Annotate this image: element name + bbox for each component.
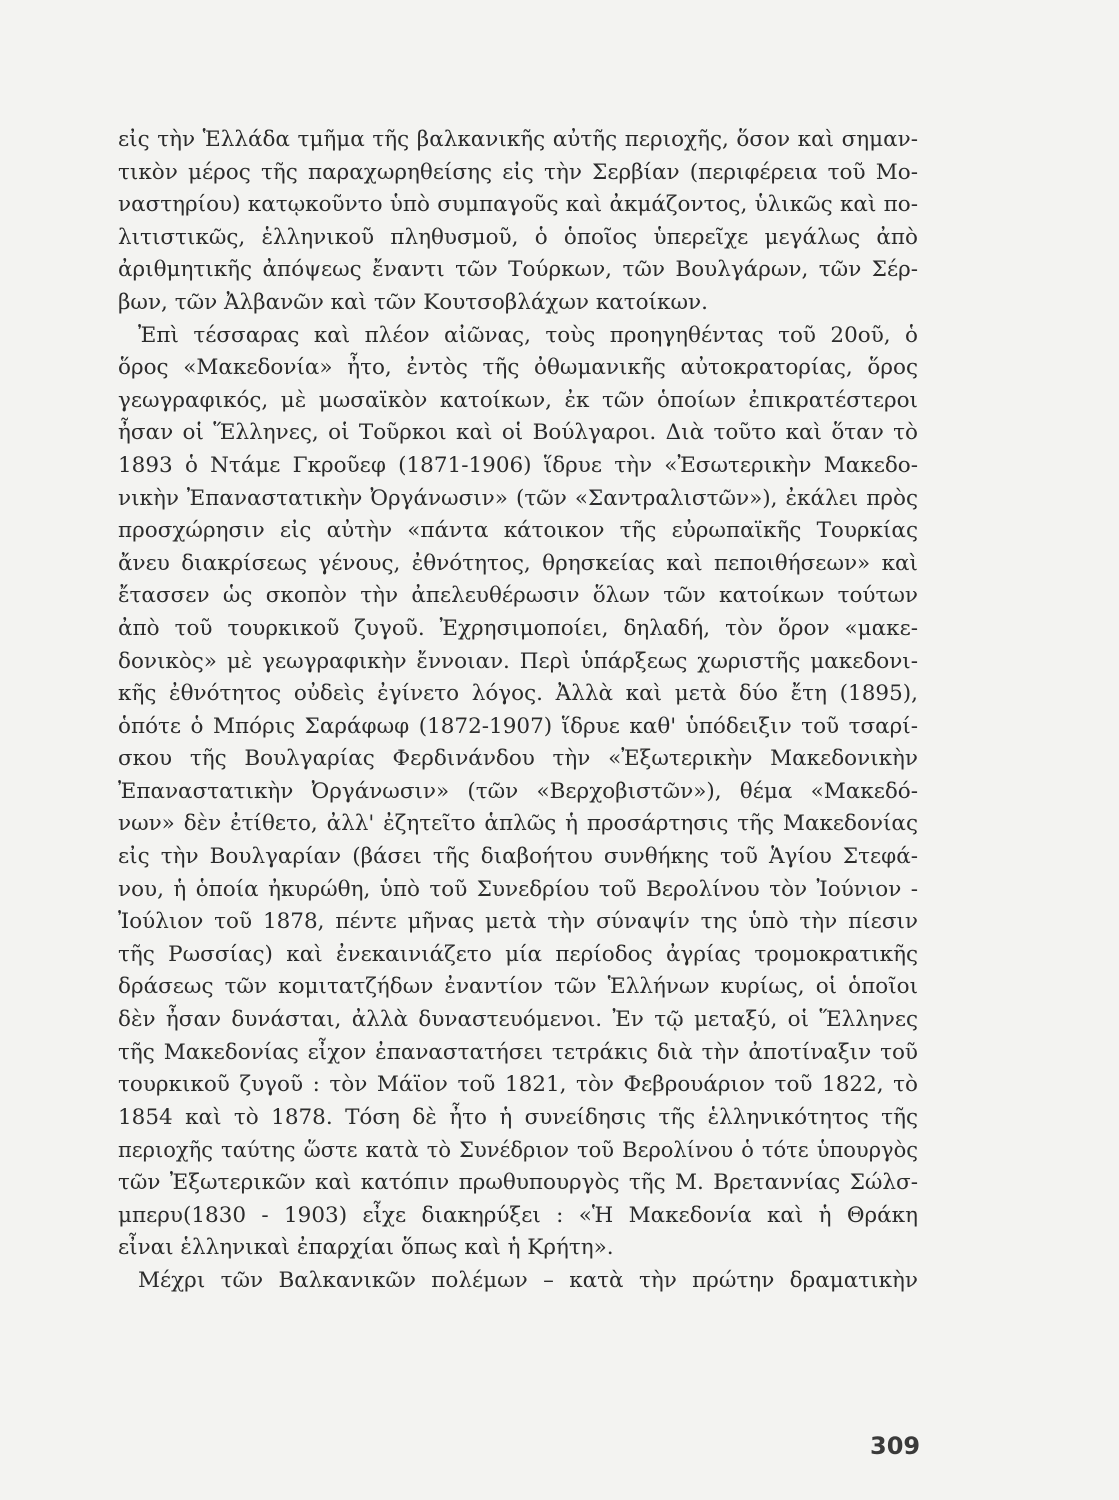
text-line: Ἰούλιον τοῦ 1878, πέντε μῆνας μετὰ τὴν σύναψίν της ὑπὸ τὴν πίεσιν [118, 909, 918, 935]
text-line: σκου τῆς Βουλγαρίας Φερδινάνδου τὴν «Ἐξωτερικὴν Μακεδονικὴν [118, 746, 918, 772]
text-line: ἔτασσεν ὡς σκοπὸν τὴν ἀπελευθέρωσιν ὅλων τῶν κατοίκων τούτων [118, 583, 918, 609]
text-line: εἰς τὴν Βουλγαρίαν (βάσει τῆς διαβοήτου συνθήκης τοῦ Ἁγίου Στεφά- [118, 844, 918, 870]
text-line: εἶναι ἑλληνικαὶ ἐπαρχίαι ὅπως καὶ ἡ Κρήτη». [118, 1235, 614, 1261]
text-line: περιοχῆς ταύτης ὥστε κατὰ τὸ Συνέδριον τοῦ Βερολίνου ὁ τότε ὑπουργὸς [118, 1138, 918, 1163]
text-line: ναστηρίου) κατῳκοῦντο ὑπὸ συμπαγοῦς καὶ ἀκμάζοντος, ὑλικῶς καὶ πο- [118, 192, 918, 218]
text-line: γεωγραφικός, μὲ μωσαϊκὸν κατοίκων, ἐκ τῶν ὁποίων ἐπικρατέστεροι [118, 387, 918, 413]
text-line: ἀριθμητικῆς ἀπόψεως ἔναντι τῶν Τούρκων, τῶν Βουλγάρων, τῶν Σέρ- [118, 257, 918, 283]
text-line: 1893 ὁ Ντάμε Γκροῦεφ (1871-1906) ἵδρυε τὴν «Ἐσωτερικὴν Μακεδο- [118, 452, 918, 478]
text-line: νικὴν Ἐπαναστατικὴν Ὀργάνωσιν» (τῶν «Σαντραλιστῶν»), ἐκάλει πρὸς [118, 485, 918, 511]
text-line: ἄνευ διακρίσεως γένους, ἐθνότητος, θρησκείας καὶ πεποιθήσεων» καὶ [118, 550, 918, 576]
text-line: μπερυ(1830 - 1903) εἶχε διακηρύξει : «Ἡ Μακεδονία καὶ ἡ Θράκη [118, 1202, 918, 1228]
paragraph-start-line: Μέχρι τῶν Βαλκανικῶν πολέμων – κατὰ τὴν πρώτην δραματικὴν [138, 1267, 918, 1293]
text-line: νου, ἡ ὁποία ἠκυρώθη, ὑπὸ τοῦ Συνεδρίου τοῦ Βερολίνου τὸν Ἰούνιον - [118, 876, 918, 902]
text-line: βων, τῶν Ἀλβανῶν καὶ τῶν Κουτσοβλάχων κατοίκων. [118, 289, 708, 315]
text-line: εἰς τὴν Ἑλλάδα τμῆμα τῆς βαλκανικῆς αὐτῆς περιοχῆς, ὅσον καὶ σημαν- [118, 127, 918, 152]
page-number: 309 [870, 1432, 921, 1460]
text-line: ἀπὸ τοῦ τουρκικοῦ ζυγοῦ. Ἐχρησιμοποίει, δηλαδή, τὸν ὅρον «μακε- [118, 615, 918, 641]
text-line: δράσεως τῶν κομιτατζήδων ἐναντίον τῶν Ἑλλήνων κυρίως, οἱ ὁποῖοι [118, 974, 918, 1000]
text-line: κῆς ἐθνότητος οὐδεὶς ἐγίνετο λόγος. Ἀλλὰ καὶ μετὰ δύο ἔτη (1895), [118, 681, 918, 707]
text-line: δὲν ἦσαν δυνάσται, ἀλλὰ δυναστευόμενοι. Ἐν τῷ μεταξύ, οἱ Ἕλληνες [118, 1007, 918, 1033]
text-line: ὅρος «Μακεδονία» ἦτο, ἐντὸς τῆς ὀθωμανικῆς αὐτοκρατορίας, ὅρος [118, 355, 918, 381]
text-line: τῶν Ἐξωτερικῶν καὶ κατόπιν πρωθυπουργὸς τῆς Μ. Βρεταννίας Σώλσ- [118, 1170, 918, 1195]
text-line: νων» δὲν ἐτίθετο, ἀλλ' ἐζητεῖτο ἁπλῶς ἡ προσάρτησις τῆς Μακεδονίας [118, 811, 918, 837]
text-line: τουρκικοῦ ζυγοῦ : τὸν Μάϊον τοῦ 1821, τὸν Φεβρουάριον τοῦ 1822, τὸ [118, 1072, 918, 1098]
text-line: ὁπότε ὁ Μπόρις Σαράφωφ (1872-1907) ἵδρυε καθ' ὑπόδειξιν τοῦ τσαρί- [118, 713, 918, 739]
text-line: ἦσαν οἱ Ἕλληνες, οἱ Τοῦρκοι καὶ οἱ Βούλγαροι. Διὰ τοῦτο καὶ ὅταν τὸ [118, 420, 918, 446]
text-line: Ἐπαναστατικὴν Ὀργάνωσιν» (τῶν «Βερχοβιστῶν»), θέμα «Μακεδό- [118, 778, 918, 804]
paragraph-start-line: Ἐπὶ τέσσαρας καὶ πλέον αἰῶνας, τοὺς προηγηθέντας τοῦ 20οῦ, ὁ [138, 322, 918, 348]
text-line: 1854 καὶ τὸ 1878. Τόση δὲ ἦτο ἡ συνείδησις τῆς ἑλληνικότητος τῆς [118, 1104, 918, 1130]
text-line: τῆς Ρωσσίας) καὶ ἐνεκαινιάζετο μία περίοδος ἀγρίας τρομοκρατικῆς [118, 941, 918, 967]
text-line: δονικὸς» μὲ γεωγραφικὴν ἔννοιαν. Περὶ ὑπάρξεως χωριστῆς μακεδονι- [118, 648, 918, 674]
body-text [118, 124, 918, 1297]
text-line: λιτιστικῶς, ἑλληνικοῦ πληθυσμοῦ, ὁ ὁποῖος ὑπερεῖχε μεγάλως ἀπὸ [118, 224, 918, 250]
text-line: προσχώρησιν εἰς αὐτὴν «πάντα κάτοικον τῆς εὐρωπαϊκῆς Τουρκίας [118, 518, 918, 544]
text-line: τῆς Μακεδονίας εἶχον ἐπαναστατήσει τετράκις διὰ τὴν ἀποτίναξιν τοῦ [118, 1039, 918, 1065]
text-line: τικὸν μέρος τῆς παραχωρηθείσης εἰς τὴν Σερβίαν (περιφέρεια τοῦ Μο- [118, 159, 918, 185]
